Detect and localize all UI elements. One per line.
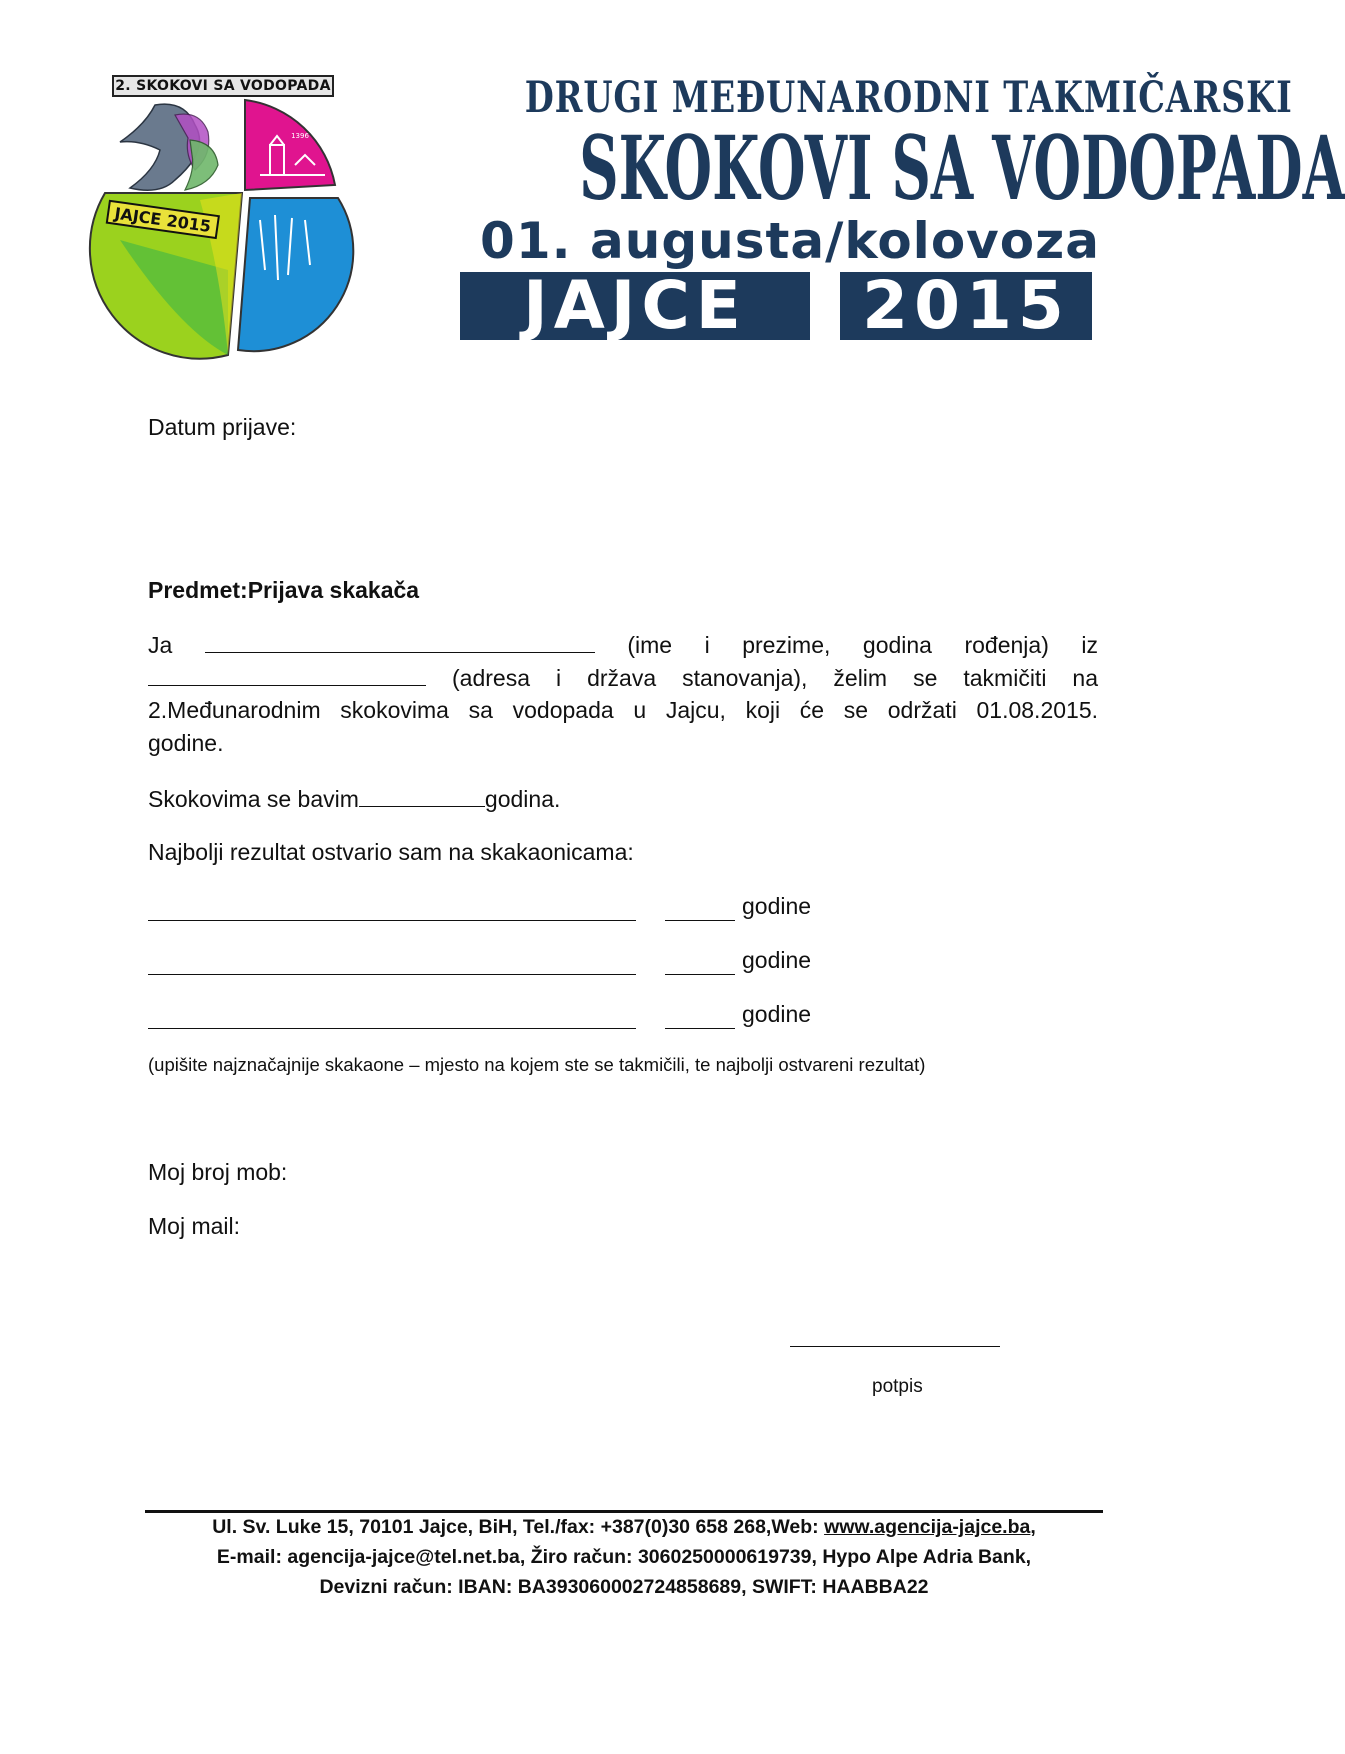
years-blank[interactable]: [359, 782, 485, 807]
paragraph-line2: [148, 661, 1098, 695]
mobile-label: Moj broj mob:: [148, 1159, 288, 1185]
result-year-blank[interactable]: [665, 974, 735, 975]
years-suffix: godina.: [484, 786, 561, 812]
banner-line1: DRUGI MEĐUNARODNI TAKMIČARSKI: [524, 73, 1293, 123]
paragraph-line1: [148, 628, 1098, 662]
footer: [145, 1512, 1103, 1602]
banner-box-year: 2015: [840, 272, 1092, 340]
result-year-blank[interactable]: [665, 1028, 735, 1029]
website-link[interactable]: www.agencija-jajce.ba: [824, 1516, 1031, 1538]
footer-line1-end: ,: [1030, 1516, 1036, 1538]
years-prefix: Skokovima se bavim: [148, 786, 359, 812]
result-venue-blank[interactable]: [148, 920, 636, 921]
result-year-label: godine: [742, 1001, 812, 1027]
paragraph-line3: 2.Međunarodnim skokovima sa vodopada u Jajcu, koji će se održati 01.08.2015.: [148, 697, 1098, 723]
best-result-label: Najbolji rezultat ostvario sam na skakaonicama:: [148, 839, 634, 865]
result-venue-blank[interactable]: [148, 974, 636, 975]
result-venue-blank[interactable]: [148, 1028, 636, 1029]
address-blank[interactable]: [148, 661, 426, 686]
mail-label: Moj mail:: [148, 1213, 241, 1239]
event-banner: [450, 68, 1345, 270]
banner-box-city: JAJCE: [460, 272, 810, 340]
footer-address: Ul. Sv. Luke 15, 70101 Jajce, BiH, Tel./fax: +387(0)30 658 268,Web:: [212, 1516, 825, 1538]
signature-blank[interactable]: [790, 1346, 1000, 1347]
result-year-blank[interactable]: [665, 920, 735, 921]
logo-badge-text: JAJCE 2015: [113, 203, 213, 237]
banner-line2: SKOKOVI SA VODOPADA: [579, 116, 1345, 220]
logo-title: 2. SKOKOVI SA VODOPADA: [112, 75, 334, 97]
footer-line2: E-mail: agencija-jajce@tel.net.ba, Žiro račun: 3060250000619739, Hypo Alpe Adria Bank,: [216, 1546, 1032, 1568]
result-year-label: godine: [742, 893, 812, 919]
date-label: Datum prijave:: [148, 414, 297, 440]
banner-line3: 01. augusta/kolovoza: [480, 212, 1100, 270]
name-hint: (ime i prezime, godina rođenja) iz: [627, 632, 1098, 658]
ja-text: Ja: [148, 632, 173, 658]
signature-label: potpis: [872, 1376, 923, 1397]
footer-line3: Devizni račun: IBAN: BA393060002724858689, SWIFT: HAABBA22: [319, 1576, 929, 1598]
event-logo: [100, 70, 350, 370]
paragraph-line4: godine.: [148, 730, 224, 756]
result-year-label: godine: [742, 947, 812, 973]
name-blank[interactable]: [205, 628, 595, 653]
banner-boxes: [460, 267, 1092, 344]
instruction-note: (upišite najznačajnije skakaone – mjesto na kojem ste se takmičili, te najbolji ostvareni rezultat): [148, 1054, 926, 1075]
logo-year-text: 1396: [291, 132, 309, 140]
address-hint: (adresa i država stanovanja), želim se takmičiti na: [452, 665, 1099, 691]
years-line: [148, 782, 560, 816]
footer-line1: [145, 1512, 1103, 1542]
subject-line: Predmet:Prijava skakača: [148, 577, 420, 603]
